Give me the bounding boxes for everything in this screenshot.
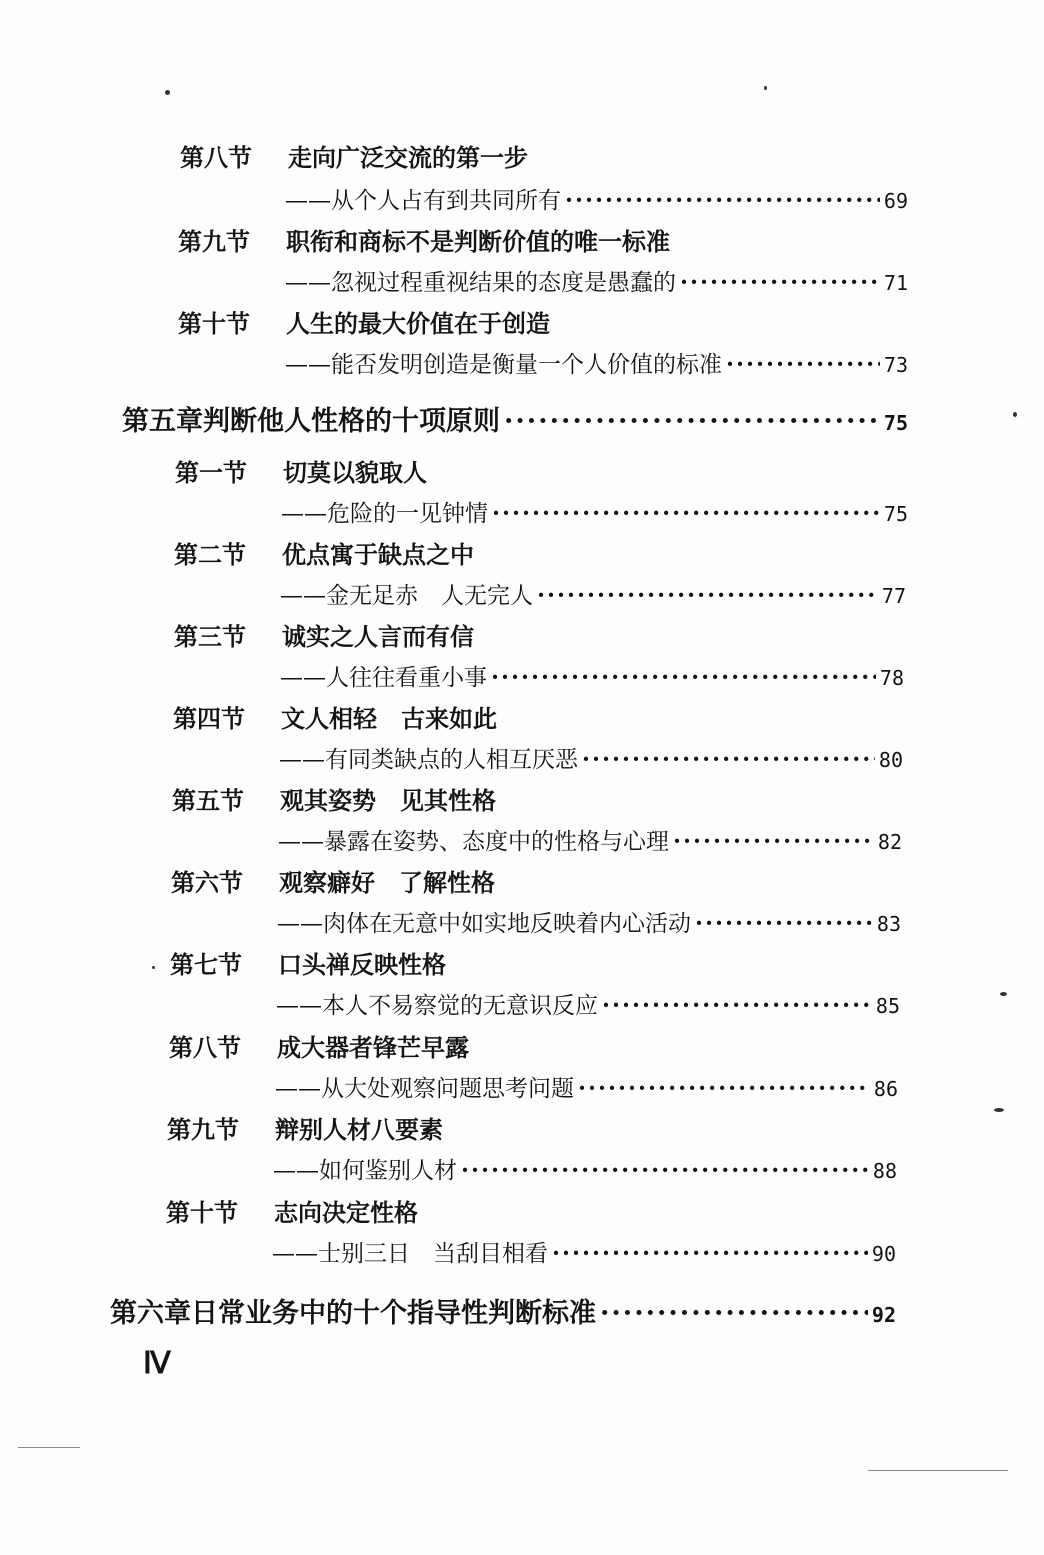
section-title: 文人相轻 古来如此 [281,704,497,733]
section-label: 第七节 [170,950,242,979]
section-label: 第八节 [180,143,252,172]
section-label: 第五节 [172,786,244,815]
toc-subtitle-5-7 [276,991,900,1021]
dot-leader [695,909,873,939]
page-number: 80 [878,748,903,772]
section-title: 观察癖好 了解性格 [279,868,495,897]
section-label: 第一节 [175,458,247,487]
toc-section-5-5 [172,786,496,816]
section-label: 第九节 [167,1115,239,1144]
section-label: 第二节 [174,540,246,569]
toc-section-5-9 [167,1115,443,1145]
page-number: 88 [872,1159,897,1183]
section-title: 成大器者锋芒早露 [277,1033,469,1062]
section-label: 第六节 [171,868,243,897]
dot-leader [680,268,880,298]
page-number: 75 [883,411,908,435]
section-title: 诚实之人言而有信 [282,622,474,651]
dot-leader [565,186,880,216]
toc-subtitle-5-9 [273,1156,897,1186]
page-number: 69 [883,189,908,213]
section-title: 口头禅反映性格 [278,950,446,979]
page-number: 85 [875,994,900,1018]
toc-subtitle-4-10 [285,350,908,380]
toc-subtitle-5-3 [280,663,904,693]
scan-scratch [18,1447,80,1448]
section-subtitle: ——肉体在无意中如实地反映着内心活动 [277,911,691,937]
section-label: 第十节 [178,309,250,338]
section-subtitle: ——能否发明创造是衡量一个人价值的标准 [285,352,722,378]
page-number: 86 [873,1077,898,1101]
section-label: 第十节 [166,1198,238,1227]
section-subtitle: ——暴露在姿势、态度中的性格与心理 [278,829,669,855]
section-title: 走向广泛交流的第一步 [288,143,528,172]
section-title: 优点寓于缺点之中 [282,540,474,569]
section-label: 第八节 [169,1033,241,1062]
scan-speck [152,966,155,969]
page-number: 77 [881,584,906,608]
section-subtitle: ——从大处观察问题思考问题 [275,1076,574,1102]
section-title: 观其姿势 见其性格 [280,786,496,815]
chapter-title: 日常业务中的十个指导性判断标准 [191,1298,596,1329]
dot-leader [537,581,878,611]
scan-scratch [868,1470,1008,1471]
section-subtitle: ——金无足赤 人无完人 [280,583,533,609]
toc-subtitle-5-2 [280,581,906,611]
dot-leader [582,745,875,775]
section-label: 第三节 [174,622,246,651]
toc-subtitle-5-5 [278,827,902,857]
section-title: 人生的最大价值在于创造 [286,309,550,338]
page-number: 71 [883,271,908,295]
toc-subtitle-4-8 [285,186,908,216]
toc-section-4-8 [180,143,528,173]
section-subtitle: ——从个人占有到共同所有 [285,188,561,214]
toc-chapter-5 [122,405,908,439]
toc-section-4-10 [178,309,550,339]
scan-speck [1000,992,1007,996]
section-subtitle: ——士别三日 当刮目相看 [272,1241,548,1267]
section-label: 第九节 [178,227,250,256]
toc-section-5-6 [171,868,495,898]
section-title: 职衔和商标不是判断价值的唯一标准 [286,227,670,256]
dot-leader [552,1239,868,1269]
dot-leader [726,350,880,380]
page-folio: Ⅳ [143,1347,171,1380]
section-subtitle: ——人往往看重小事 [280,665,487,691]
page-number: 92 [871,1303,896,1327]
toc-section-4-9 [178,227,670,257]
toc-section-5-1 [175,458,427,488]
chapter-title: 判断他人性格的十项原则 [203,406,500,437]
scan-speck [165,90,170,95]
page-number: 82 [877,830,902,854]
section-subtitle: ——有同类缺点的人相互厌恶 [279,747,578,773]
dot-leader [492,499,880,529]
dot-leader [491,663,876,693]
toc-section-5-4 [173,704,497,734]
scan-speck [764,86,767,90]
toc-subtitle-5-6 [277,909,901,939]
page-number: 90 [871,1242,896,1266]
page-number: 75 [883,502,908,526]
dot-leader [578,1074,870,1104]
chapter-label: 第六章 [110,1298,191,1329]
section-label: 第四节 [173,704,245,733]
dot-leader [673,827,874,857]
dot-leader [461,1156,869,1186]
dot-leader [602,991,872,1021]
section-subtitle: ——如何鉴别人材 [273,1158,457,1184]
toc-subtitle-5-4 [279,745,903,775]
section-title: 志向决定性格 [274,1198,418,1227]
toc-section-5-10 [166,1198,418,1228]
section-subtitle: ——危险的一见钟情 [281,501,488,527]
page-number: 83 [876,912,901,936]
section-subtitle: ——本人不易察觉的无意识反应 [276,993,598,1019]
toc-section-5-7 [170,950,446,980]
toc-section-5-8 [169,1033,469,1063]
toc-subtitle-5-10 [272,1239,896,1269]
section-subtitle: ——忽视过程重视结果的态度是愚蠢的 [285,270,676,296]
section-title: 辩别人材八要素 [275,1115,443,1144]
page-number: 73 [883,353,908,377]
dot-leader [504,405,880,439]
page-number: 78 [879,666,904,690]
toc-subtitle-5-8 [275,1074,898,1104]
section-title: 切莫以貌取人 [283,458,427,487]
scan-speck [1013,412,1017,417]
chapter-label: 第五章 [122,406,203,437]
toc-subtitle-5-1 [281,499,908,529]
toc-chapter-6 [110,1297,896,1331]
toc-subtitle-4-9 [285,268,908,298]
toc-section-5-3 [174,622,474,652]
dot-leader [600,1297,868,1331]
scan-speck [994,1108,1004,1112]
toc-section-5-2 [174,540,474,570]
